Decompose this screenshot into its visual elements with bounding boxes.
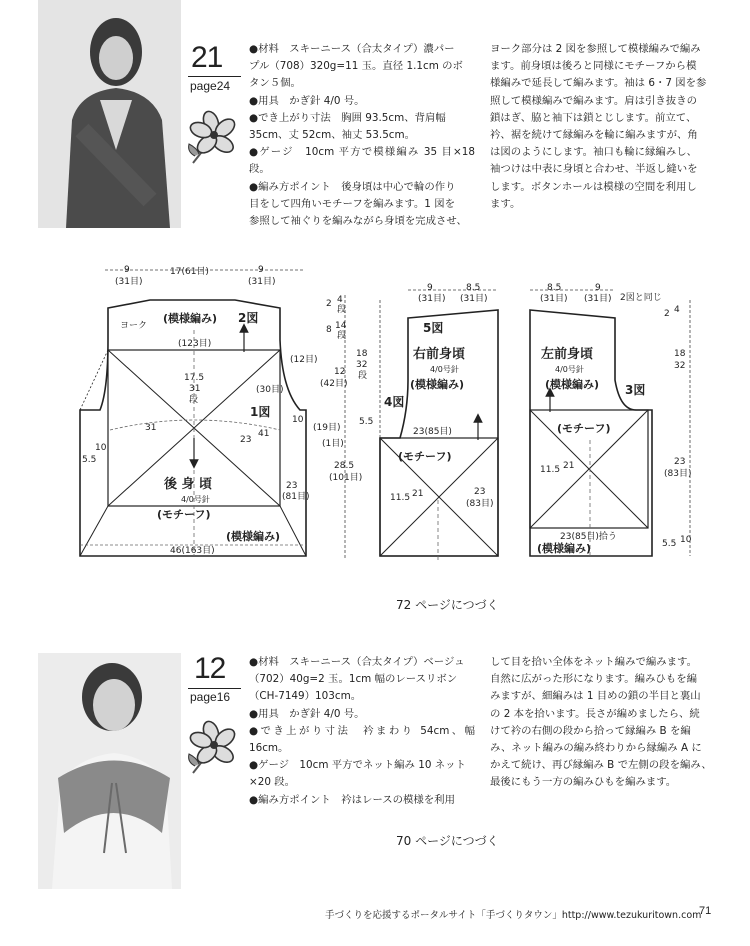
side-dim: 14 [335,321,347,331]
text-line: かえて続け、再び縁編み B で左側の段を編み、 [490,759,712,772]
page-number: 71 [699,905,712,917]
text-line: 35cm、丈 52cm、袖丈 53.5cm。 [249,129,416,142]
text-line: み、ネット編みの編み終わりから縁編み A に [490,742,702,755]
footer-portal-text: 手づくりを応援するポータルサイト「手づくりタウン」http://www.tezukuritown.com [325,910,702,921]
dim-text: (31目) [248,277,276,287]
label-back-pattern: (模様編み) [163,312,218,325]
pattern-12-text-left [249,654,475,809]
pattern-12-text-right [490,654,716,792]
dim-text: (31目) [540,294,568,304]
side-dim: 5.5 [359,417,374,427]
label-lf-motif: (モチーフ) [557,422,611,435]
right-front-title: 右前身頃 [413,347,466,362]
label-c10b: 10 [292,415,304,425]
needle-label: 4/0号針 [430,365,459,374]
text-line: 鎖はぎ、脇と袖下は鎖とじします。前立て、 [490,111,697,124]
label-lf-border: (模様編み) [537,542,592,555]
dim-text: (31目) [584,294,612,304]
text-line: けて衿の右側の段から拾って縁編み B を編 [490,724,691,737]
label-r10: 10 [680,535,692,545]
text-line: （CH-7149）103cm。 [249,690,362,703]
side-dim: 28.5 [334,461,355,471]
side-dim: 2 [326,299,332,309]
label-r2: 2 [664,309,670,319]
needle-label: 4/0号針 [181,495,210,504]
dim-text: 9 [595,283,601,293]
label-r32: 32 [674,361,686,371]
text-line: ●材料 スキーニース（合太タイプ）濃パー [249,43,455,55]
label-r83: (83目) [664,469,692,479]
text-line: タン５個。 [249,77,301,90]
label-lf-w23: 23(85目)拾う [560,532,617,542]
text-line: みますが、細編みは 1 目めの鎖の半目と裏山 [490,690,701,703]
label-lf-pattern: (模様編み) [545,378,600,391]
text-line: の 2 本を拾います。長さが編めましたら、続 [490,707,700,720]
label-r23: 23 [674,457,686,467]
text-line: ●でき上がり寸法 衿まわり 54cm、幅16cm。 [249,724,475,755]
label-motif: (モチーフ) [157,508,211,521]
text-line: ヨーク部分は 2 図を参照して模様編みで編み [490,43,701,55]
label-41: 41 [258,429,270,439]
label-23: 23 [240,435,252,445]
needle-label: 4/0号針 [555,365,584,374]
label-c19: (19目) [313,423,341,433]
pattern-12-number: 12 [194,652,226,685]
pattern-21-page-ref: page24 [190,79,231,93]
side-dim: (101目) [329,473,363,483]
dim-text: (31目) [115,277,143,287]
label-r4: 4 [674,305,680,315]
text-line: 最後にもう一方の編みひもを編みます。 [490,776,677,789]
flower-icon [185,108,240,168]
text-line: ●ゲージ 10cm 平方で模様編み 35 目×18 段。 [249,146,475,176]
pattern-21-text-right [490,41,716,213]
label-rf-w23: 23(85目) [413,427,452,437]
label-c10: 10 [95,443,107,453]
label-55: 5.5 [82,455,97,465]
dim-text: 8.5 [547,283,562,293]
text-line: 目をして四角いモチーフを編みます。1 図を [249,197,455,210]
label-fig3: 3図 [625,383,646,397]
dim-text: 9 [427,283,433,293]
label-175: 17.5 [184,373,205,383]
text-line: ●用具 かぎ針 4/0 号。 [249,94,365,107]
side-dim: 段 [337,331,347,341]
text-line: 袖つけは中表に身頃と合わせ、半返し縫いを [490,163,698,176]
label-c1: (1目) [322,439,344,449]
label-rf-h83: (83目) [466,499,494,509]
label-rf-115: 11.5 [390,493,411,503]
flower-icon [185,718,240,778]
label-r55: 5.5 [662,539,677,549]
text-line: 様編みで延長して編みます。袖は 6・7 図を参 [490,77,707,90]
model-photo-cardigan [38,0,181,228]
text-line: 参照して袖ぐりを編みながら身頃を完成させ、 [249,215,467,228]
label-border: (模様編み) [226,530,281,543]
label-31: 31 [189,384,201,394]
pattern-21-number: 21 [191,41,223,74]
side-dim: 12 [334,367,346,377]
label-w123: (123目) [178,339,212,349]
side-dim: 4 [337,295,343,305]
back-body-title: 後 身 頃 [164,477,213,492]
pattern-21-text-left [249,41,475,230]
text-line: は図のようにします。袖口も輪に縁編みし、 [490,146,697,159]
label-w46: 46(163目) [170,546,215,556]
knitting-diagram [0,255,750,595]
label-lf-21: 21 [563,461,575,471]
side-dim: 段 [337,305,347,315]
text-line: ●でき上がり寸法 胸囲 93.5cm、背肩幅 [249,111,446,124]
model-photo-shawl [38,653,181,889]
text-line: （702）40g=2 玉。1cm 幅のレースリボン [249,673,458,686]
text-line: プル（708）320g=11 玉。直径 1.1cm のボ [249,60,463,73]
side-dim: 32 [356,360,368,370]
text-line: ●編み方ポイント 衿はレースの模様を利用 [249,793,455,806]
text-line: ●ゲージ 10cm 平方でネット編み 10 ネット [249,759,466,772]
label-same2: 2図と同じ [620,293,662,303]
dim-text: 9 [124,265,130,275]
text-line: ●材料 スキーニース（合太タイプ）ベージュ [249,656,465,668]
text-line: ます。前身頃は後ろと同様にモチーフから模 [490,60,697,73]
dim-text: (31目) [460,294,488,304]
text-line: して目を拾い全体をネット編みで編みます。 [490,656,697,668]
side-dim: (42目) [320,379,348,389]
dim-text: 17(61目) [170,267,209,277]
label-rf-motif: (モチーフ) [398,450,452,463]
text-line: 自然に広がった形になります。編みひもを編 [490,673,697,686]
pattern-12-page-ref: page16 [190,690,231,704]
label-rf-h23: 23 [474,487,486,497]
label-fig4: 4図 [384,395,405,409]
label-fig1: 1図 [250,405,271,419]
label-rf-21: 21 [412,489,424,499]
label-fig5: 5図 [423,321,444,335]
label-h81: (81目) [282,492,310,502]
label-c12: (12目) [290,355,318,365]
text-line: 衿、裾を続けて縁編みを輪に編みますが、角 [490,129,698,142]
label-c30: (30目) [256,385,284,395]
label-r18: 18 [674,349,686,359]
text-line: ●編み方ポイント 後身頃は中心で輪の作り [249,180,456,193]
text-line: 照して模様編みで編みます。肩は引き抜きの [490,94,697,107]
text-line: します。ボタンホールは模様の空間を利用し [490,180,697,193]
side-dim: 段 [358,371,368,381]
label-yoke: ヨーク [120,321,148,331]
text-line: ×20 段。 [249,776,296,789]
text-line: ●用具 かぎ針 4/0 号。 [249,707,365,720]
label-fig2: 2図 [238,311,259,325]
side-dim: 18 [356,349,368,359]
label-lf-115: 11.5 [540,465,561,475]
label-rf-pattern: (模様編み) [410,378,465,391]
pattern-21-rule [188,76,241,77]
text-line: ます。 [490,197,521,210]
dim-text: (31目) [418,294,446,304]
dim-text: 9 [258,265,264,275]
pattern-21-continue: 72 ページにつづく [396,598,499,612]
label-dan: 段 [189,395,199,405]
label-h23: 23 [286,481,298,491]
pattern-12-rule [188,688,241,689]
pattern-12-continue: 70 ページにつづく [396,834,499,848]
label-c31: 31 [145,423,157,433]
dim-text: 8.5 [466,283,481,293]
left-front-title: 左前身頃 [541,347,594,362]
side-dim: 8 [326,325,332,335]
